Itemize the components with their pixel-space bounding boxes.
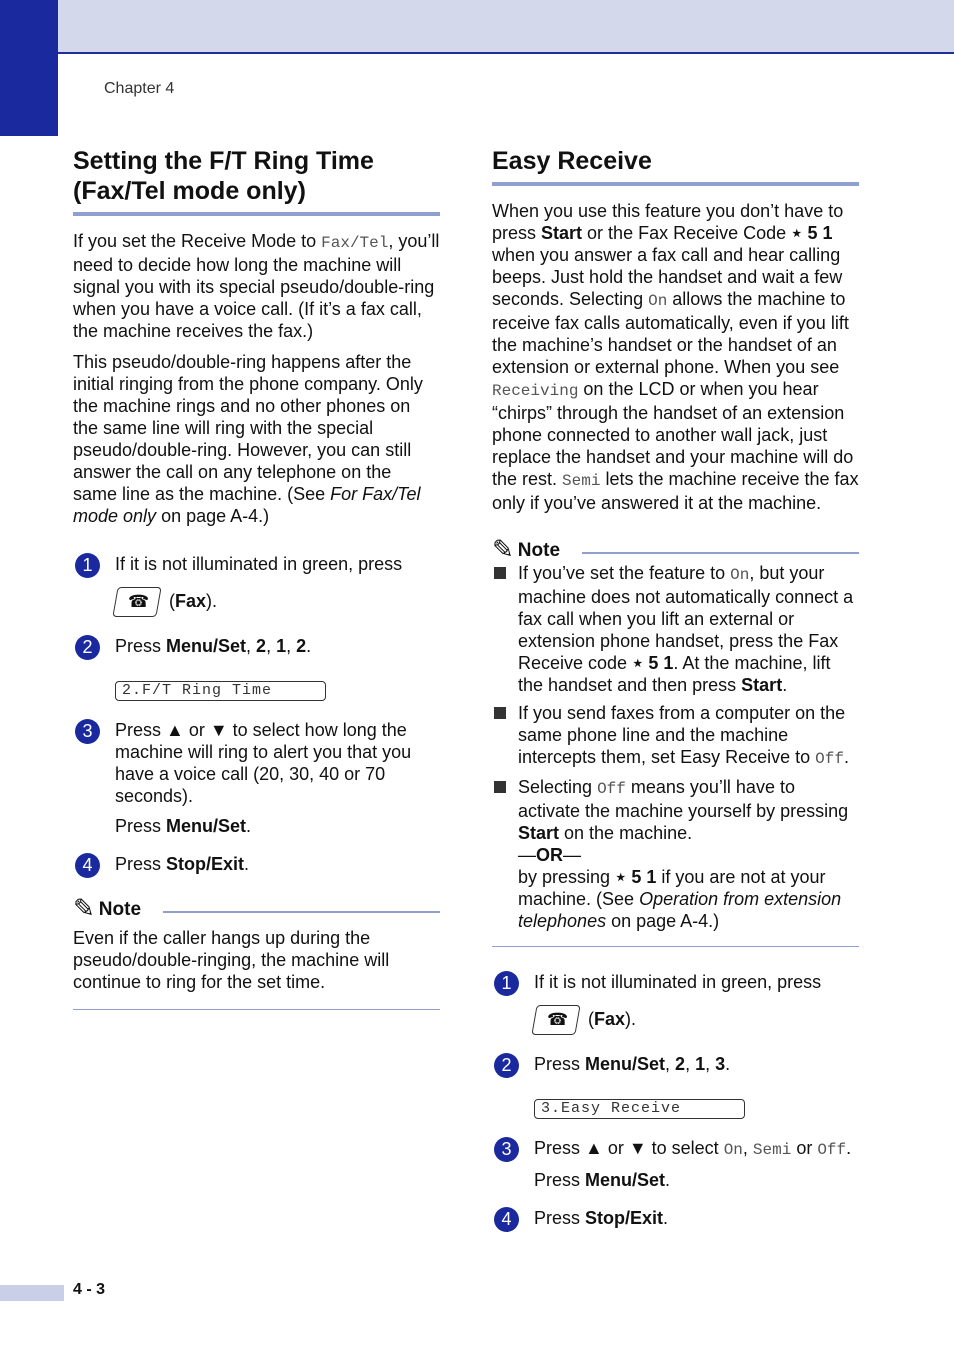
step-3: 3 Press ▲ or ▼ to select On, Semi or Off. Press Menu/Set. [492, 1137, 859, 1191]
step-number: 3 [75, 719, 100, 744]
fax-key-icon: ☎ [531, 1005, 580, 1035]
page-number: 4 - 3 [73, 1281, 106, 1298]
note-bullet-2: If you send faxes from a computer on the same phone line and the machine intercepts them, set Easy Receive to Off. [492, 702, 859, 770]
section-title-easy-receive: Easy Receive [492, 146, 859, 186]
fax-key-label: Fax [175, 590, 207, 611]
star-icon: ⋆ [791, 223, 803, 243]
step-number: 1 [494, 971, 519, 996]
left-column [73, 146, 440, 1010]
step-text: If it is not illuminated in green, press [534, 972, 822, 992]
step-4: 4 Press Stop/Exit. [492, 1207, 859, 1229]
step-2: 2 Press Menu/Set, 2, 1, 3. 3.Easy Receive [492, 1053, 859, 1119]
note-header: ✎ Note [492, 536, 859, 562]
chapter-label: Chapter 4 [104, 80, 175, 97]
step-number: 2 [494, 1053, 519, 1078]
right-column [492, 146, 859, 1229]
step-2: 2 Press Menu/Set, 2, 1, 2. 2.F/T Ring Time [73, 635, 440, 701]
note-bullet-3: Selecting Off means you’ll have to activate the machine yourself by pressing Start on the machine. —OR— by pressing ⋆ 5 1 if you are not at your machine. (See Operation from extension telephones on page A-4.) [492, 776, 859, 932]
title-line-1: Setting the F/T Ring Time [73, 147, 374, 175]
step-number: 4 [494, 1207, 519, 1232]
step-text: If it is not illuminated in green, press [115, 554, 403, 574]
section-title-ft-ring [73, 146, 440, 216]
step-number: 2 [75, 635, 100, 660]
step-number: 4 [75, 853, 100, 878]
lcd-display: 2.F/T Ring Time [115, 681, 326, 701]
fax-key-label: Fax [594, 1008, 626, 1029]
note-pencil-icon: ✎ [492, 534, 514, 564]
step-number: 3 [494, 1137, 519, 1162]
paragraph-1: If you set the Receive Mode to Fax/Tel, you’ll need to decide how long the machine will signal you with its special pseudo/double-ring when you have a voice call. (If it’s a fax call, the machine receives the fax.) [73, 231, 440, 341]
note-bullet-1: If you’ve set the feature to On, but your machine does not automatically connect a fax call when you lift an external or extension phone handset, press the Fax Receive code ⋆ 5 1. At the machine, lift the handset and then press Start. [492, 562, 859, 696]
step-3: 3 Press ▲ or ▼ to select how long the machine will ring to alert you that you have a voice call (20, 30, 40 or 70 seconds). Press Menu/Set. [73, 719, 440, 837]
lcd-display: 3.Easy Receive [534, 1099, 745, 1119]
step-4: 4 Press Stop/Exit. [73, 853, 440, 875]
note-header: ✎ Note [73, 895, 440, 921]
header-bar [0, 0, 954, 54]
fax-key-icon: ☎ [112, 587, 161, 617]
step-1: 1 If it is not illuminated in green, press ☎ (Fax). [73, 553, 440, 617]
title-line-2: (Fax/Tel mode only) [73, 177, 306, 205]
chapter-tab [0, 0, 58, 136]
note-pencil-icon: ✎ [73, 893, 95, 923]
paragraph-2: This pseudo/double-ring happens after the initial ringing from the phone company. Only the machine rings and no other phones on the same line will ring with the special pseudo/double-ring. However, you can still answer the call on any telephone on the same line as the machine. (See For Fax/Tel mode only on page A-4.) [73, 352, 423, 526]
divider [73, 1009, 440, 1010]
step-number: 1 [75, 553, 100, 578]
easy-receive-paragraph: When you use this feature you don’t have to press Start or the Fax Receive Code ⋆ 5 1 when you answer a fax call and hear calling beeps. Just hold the handset and wait a few seconds. Selecting On allows the machine to receive fax calls automatically, even if you lift the machine’s handset or the handset of an extension or external phone. When you see Receiving on the LCD or when you hear “chirps” through the handset of an extension phone connected to another wall jack, just replace the handset and your machine will do the rest. Semi lets the machine receive the fax only if you’ve answered it at the machine. [492, 201, 859, 513]
star-icon: ⋆ [632, 653, 644, 673]
star-icon: ⋆ [615, 867, 627, 887]
note-text: Even if the caller hangs up during the pseudo/double-ringing, the machine will continue to ring for the set time. [73, 928, 390, 992]
step-1: 1 If it is not illuminated in green, press ☎ (Fax). [492, 971, 859, 1035]
footer-bar [0, 1285, 64, 1301]
step-text: Press ▲ or ▼ to select how long the machine will ring to alert you that you have a voice call (20, 30, 40 or 70 seconds). [115, 720, 412, 806]
